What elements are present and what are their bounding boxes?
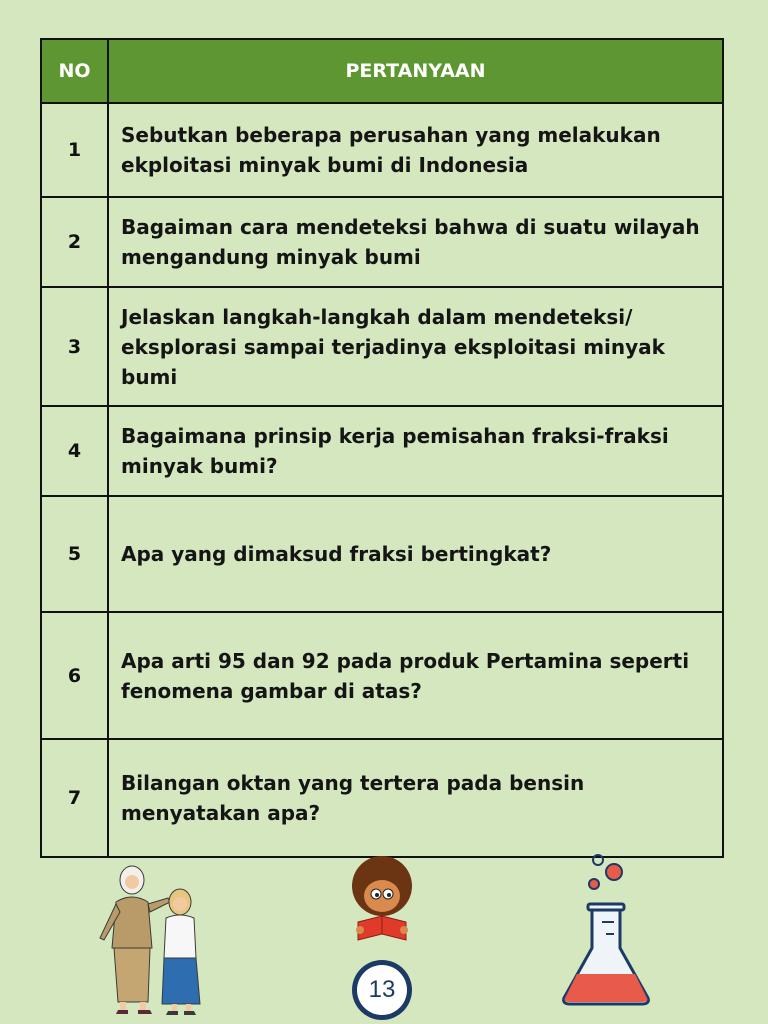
table-row xyxy=(41,197,723,287)
row-number: 5 xyxy=(41,496,108,612)
row-number: 6 xyxy=(41,612,108,739)
row-number: 1 xyxy=(41,103,108,197)
teacher-student-illustration xyxy=(92,862,222,1018)
table-header-row xyxy=(41,39,723,103)
row-question: Apa arti 95 dan 92 pada produk Pertamina seperti fenomena gambar di atas? xyxy=(108,612,723,739)
table-row xyxy=(41,406,723,496)
reading-child-illustration xyxy=(348,856,420,946)
table-row xyxy=(41,739,723,857)
row-number: 4 xyxy=(41,406,108,496)
header-no: NO xyxy=(41,39,108,103)
row-question: Bilangan oktan yang tertera pada bensin menyatakan apa? xyxy=(108,739,723,857)
row-number: 7 xyxy=(41,739,108,857)
row-number: 3 xyxy=(41,287,108,406)
table-row xyxy=(41,496,723,612)
flask-icon xyxy=(556,852,656,1008)
row-question: Bagaiman cara mendeteksi bahwa di suatu wilayah mengandung minyak bumi xyxy=(108,197,723,287)
row-question: Sebutkan beberapa perusahan yang melakukan ekploitasi minyak bumi di Indonesia xyxy=(108,103,723,197)
page-number: 13 xyxy=(357,965,407,1015)
question-table xyxy=(40,38,724,858)
table-row xyxy=(41,287,723,406)
row-question: Jelaskan langkah-langkah dalam mendeteksi/ eksplorasi sampai terjadinya eksploitasi minyak bumi xyxy=(108,287,723,406)
header-question: PERTANYAAN xyxy=(108,39,723,103)
table-row xyxy=(41,103,723,197)
row-question: Bagaimana prinsip kerja pemisahan fraksi-fraksi minyak bumi? xyxy=(108,406,723,496)
table-row xyxy=(41,612,723,739)
page-number-badge xyxy=(352,960,412,1020)
row-question: Apa yang dimaksud fraksi bertingkat? xyxy=(108,496,723,612)
row-number: 2 xyxy=(41,197,108,287)
